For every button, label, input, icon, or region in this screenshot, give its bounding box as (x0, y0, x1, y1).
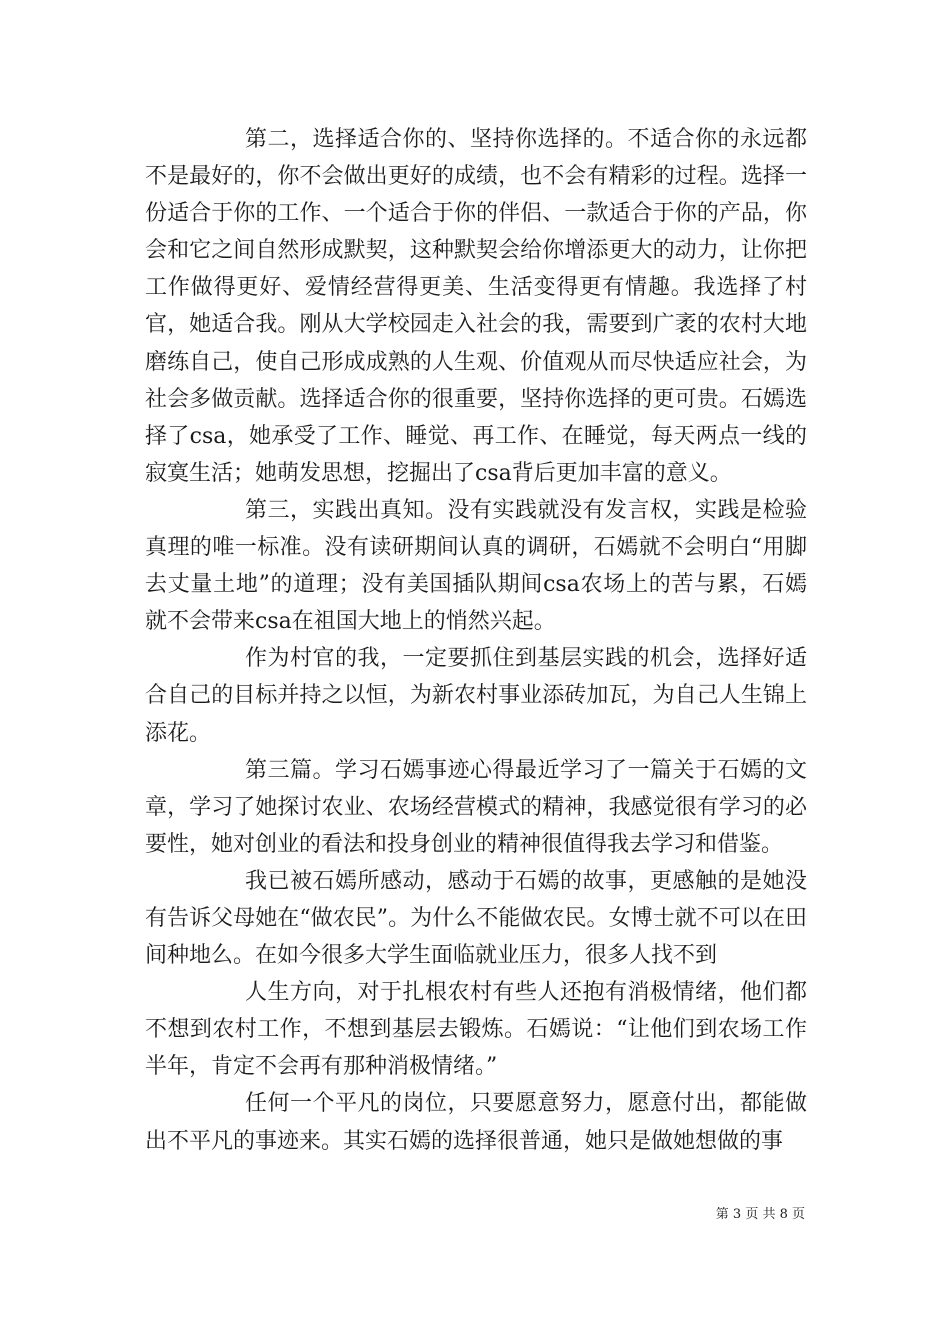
body-text (145, 121, 807, 1160)
paragraph: 第三篇。学习石嫣事迹心得最近学习了一篇关于石嫣的文章，学习了她探讨农业、农场经营模式的精神，我感觉很有学习的必要性，她对创业的看法和投身创业的精神很值得我去学习和借鉴。 (145, 757, 807, 857)
paragraph: 人生方向，对于扎根农村有些人还抱有消极情绪，他们都不想到农村工作，不想到基层去锻炼。石嫣说：“让他们到农场工作半年，肯定不会再有那种消极情绪。” (145, 980, 807, 1080)
paragraph: 我已被石嫣所感动，感动于石嫣的故事，更感触的是她没有告诉父母她在“做农民”。为什么不能做农民。女博士就不可以在田间种地么。在如今很多大学生面临就业压力，很多人找不到 (145, 868, 807, 969)
paragraph: 任何一个平凡的岗位，只要愿意努力，愿意付出，都能做出不平凡的事迹来。其实石嫣的选择很普通，她只是做她想做的事 (145, 1091, 807, 1154)
paragraph: 第三，实践出真知。没有实践就没有发言权，实践是检验真理的唯一标准。没有读研期间认真的调研，石嫣就不会明白“用脚去丈量土地”的道理；没有美国插队期间csa农场上的苦与累，石嫣就不会带来csa在祖国大地上的悄然兴起。 (145, 497, 807, 635)
page-number-footer: 第 3 页 共 8 页 (715, 1207, 805, 1222)
paragraph: 作为村官的我，一定要抓住到基层实践的机会，选择好适合自己的目标并持之以恒，为新农村事业添砖加瓦，为自己人生锦上添花。 (145, 646, 807, 746)
paragraph: 第二，选择适合你的、坚持你选择的。不适合你的永远都不是最好的，你不会做出更好的成绩，也不会有精彩的过程。选择一份适合于你的工作、一个适合于你的伴侣、一款适合于你的产品，你会和它之间自然形成默契，这种默契会给你增添更大的动力，让你把工作做得更好、爱情经营得更美、生活变得更有情趣。我选择了村官，她适合我。刚从大学校园走入社会的我，需要到广袤的农村大地磨练自己，使自己形成成熟的人生观、价值观从而尽快适应社会，为社会多做贡献。选择适合你的很重要，坚持你选择的更可贵。石嫣选择了csa，她承受了工作、睡觉、再工作、在睡觉，每天两点一线的寂寞生活；她萌发思想，挖掘出了csa背后更加丰富的意义。 (145, 127, 807, 486)
